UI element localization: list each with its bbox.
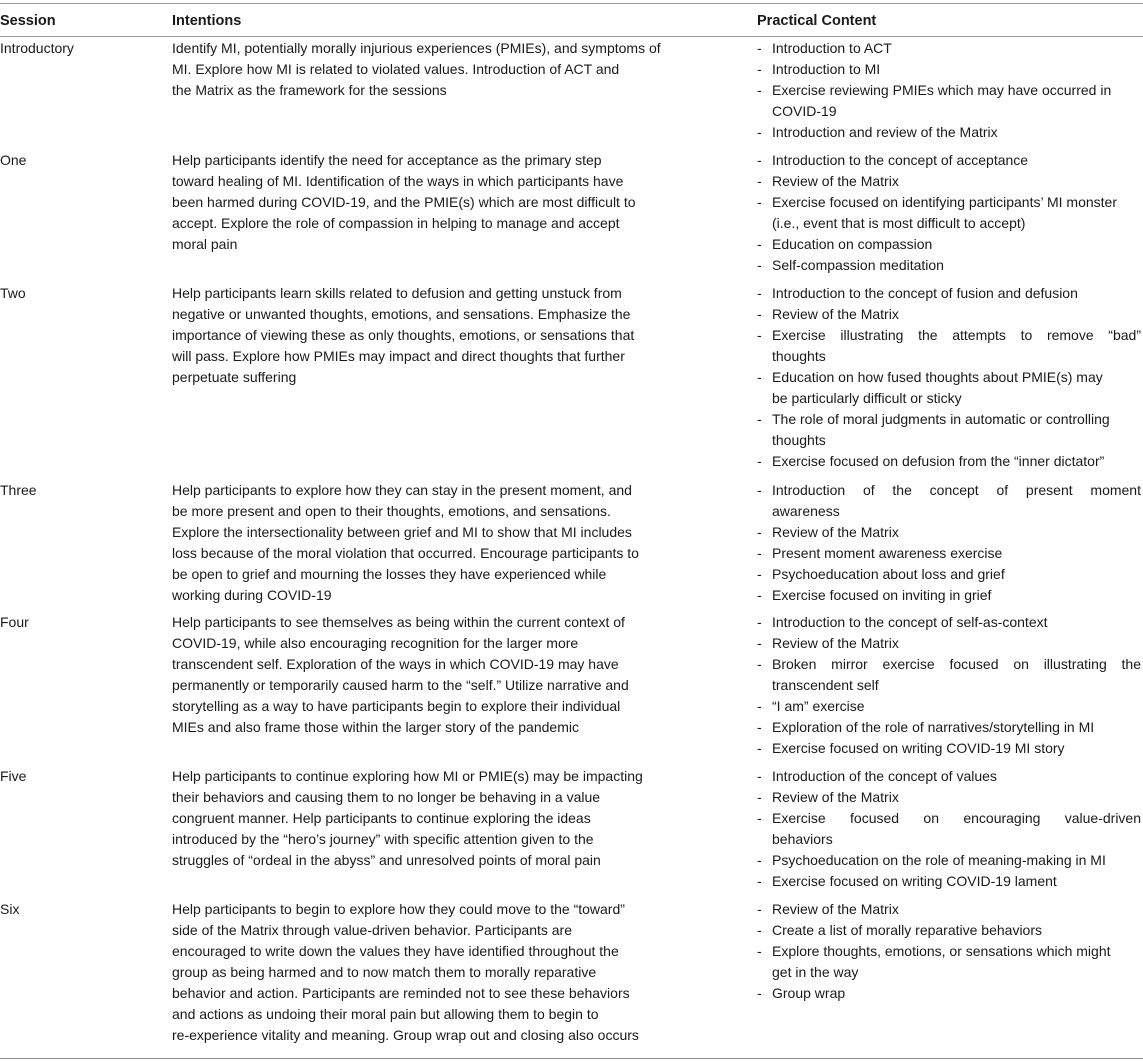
list-item [757, 38, 1141, 59]
list-item [757, 192, 1141, 234]
intentions-line: accept. Explore the role of compassion in helping to manage and accept [172, 215, 620, 231]
list-dash: - [757, 873, 762, 889]
intentions-line: re-experience vitality and meaning. Group wrap out and closing also occurs [172, 1027, 639, 1043]
intentions-line: Identify MI, potentially morally injurious experiences (PMIEs), and symptoms of [172, 40, 661, 56]
header-session: Session [0, 13, 56, 29]
intentions-line: will pass. Explore how PMIEs may impact and direct thoughts that further [172, 348, 625, 364]
list-item-text: Education on how fused thoughts about PMIE(s) may [772, 369, 1103, 385]
session-intentions [172, 38, 712, 101]
list-item-text: Exercise focused on writing COVID-19 MI story [772, 740, 1065, 756]
intentions-line: MIEs and also frame those within the larger story of the pandemic [172, 719, 579, 735]
list-item-text: Introduction to MI [772, 61, 881, 77]
header-practical-content: Practical Content [757, 13, 877, 29]
session-intentions [172, 766, 712, 871]
list-item [757, 696, 1141, 717]
list-dash: - [757, 566, 762, 582]
list-dash: - [757, 369, 762, 385]
list-dash: - [757, 635, 762, 651]
list-item-text: Psychoeducation about loss and grief [772, 566, 1005, 582]
list-dash: - [757, 789, 762, 805]
list-item-text: Exercise focused on identifying participants’ MI monster [772, 194, 1117, 210]
list-item-text: Exercise focused on writing COVID-19 lament [772, 873, 1057, 889]
list-item [757, 409, 1141, 451]
list-dash: - [757, 719, 762, 735]
intentions-line: their behaviors and causing them to no longer be behaving in a value [172, 789, 601, 805]
intentions-line: side of the Matrix through value-driven behavior. Participants are [172, 922, 572, 938]
list-item-text: Introduction to ACT [772, 40, 892, 56]
list-item-text: Exercise focused on inviting in grief [772, 587, 992, 603]
list-item [757, 899, 1141, 920]
session-name: Three [0, 482, 37, 498]
list-dash: - [757, 614, 762, 630]
session-intentions [172, 480, 712, 606]
list-item [757, 850, 1141, 871]
intentions-line: group as being harmed and to now match them to morally reparative [172, 964, 597, 980]
list-item-text: Review of the Matrix [772, 306, 899, 322]
intentions-line: been harmed during COVID-19, and the PMIE(s) which are most difficult to [172, 194, 636, 210]
list-dash: - [757, 656, 762, 672]
intentions-line: Help participants to continue exploring how MI or PMIE(s) may be impacting [172, 768, 643, 784]
list-item-text: thoughts [772, 432, 826, 448]
intentions-line: storytelling as a way to have participants begin to explore their individual [172, 698, 621, 714]
list-dash: - [757, 768, 762, 784]
intentions-line: loss because of the moral violation that occurred. Encourage participants to [172, 545, 639, 561]
session-name: Six [0, 901, 20, 917]
list-item [757, 283, 1141, 304]
list-dash: - [757, 922, 762, 938]
intentions-line: the Matrix as the framework for the sessions [172, 82, 447, 98]
list-dash: - [757, 257, 762, 273]
intentions-line: struggles of “ordeal in the abyss” and unresolved points of moral pain [172, 852, 601, 868]
list-item [757, 543, 1141, 564]
list-item-text: Review of the Matrix [772, 901, 899, 917]
list-dash: - [757, 453, 762, 469]
list-item-text: Review of the Matrix [772, 635, 899, 651]
session-name: Four [0, 614, 29, 630]
intentions-line: COVID-19, while also encouraging recognition for the larger more [172, 635, 579, 651]
list-dash: - [757, 173, 762, 189]
list-dash: - [757, 524, 762, 540]
list-dash: - [757, 40, 762, 56]
list-dash: - [757, 61, 762, 77]
list-item [757, 480, 1141, 522]
list-item [757, 522, 1141, 543]
table-header-rule [0, 36, 1143, 37]
intentions-line: Help participants identify the need for acceptance as the primary step [172, 152, 602, 168]
practical-content [757, 899, 1141, 1004]
intentions-line: toward healing of MI. Identification of the ways in which participants have [172, 173, 624, 189]
session-intentions [172, 899, 712, 1046]
list-item-text: Education on compassion [772, 236, 933, 252]
list-item-text: “I am” exercise [772, 698, 865, 714]
session-name: Introductory [0, 40, 74, 56]
list-item-text: Introduction to the concept of self-as-context [772, 614, 1048, 630]
list-item-text: Introduction to the concept of acceptance [772, 152, 1029, 168]
session-name: One [0, 152, 27, 168]
list-item-text: thoughts [772, 348, 826, 364]
list-item-text: Introduction of the concept of values [772, 768, 997, 784]
intentions-line: MI. Explore how MI is related to violated values. Introduction of ACT and [172, 61, 620, 77]
session-name: Two [0, 285, 26, 301]
practical-content [757, 766, 1141, 892]
list-item [757, 766, 1141, 787]
intentions-line: introduced by the “hero’s journey” with specific attention given to the [172, 831, 594, 847]
session-intentions [172, 150, 712, 255]
list-item-text: Exercise illustrating the attempts to remove “bad” [772, 327, 1141, 343]
list-dash: - [757, 82, 762, 98]
session-name: Five [0, 768, 27, 784]
list-item-text: transcendent self [772, 677, 879, 693]
list-item-text: be particularly difficult or sticky [772, 390, 962, 406]
list-item-text: get in the way [772, 964, 859, 980]
intentions-line: transcendent self. Exploration of the ways in which COVID-19 may have [172, 656, 619, 672]
list-item-text: Introduction to the concept of fusion and defusion [772, 285, 1078, 301]
list-dash: - [757, 943, 762, 959]
list-item [757, 920, 1141, 941]
list-item-text: Introduction of the concept of present moment [772, 482, 1141, 498]
list-item-text: behaviors [772, 831, 833, 847]
list-item [757, 654, 1141, 696]
list-item-text: Create a list of morally reparative behaviors [772, 922, 1043, 938]
list-item [757, 871, 1141, 892]
list-item-text: Explore thoughts, emotions, or sensations which might [772, 943, 1111, 959]
list-item-text: Exploration of the role of narratives/storytelling in MI [772, 719, 1095, 735]
list-item-text: Exercise focused on encouraging value-driven [772, 810, 1141, 826]
intentions-line: congruent manner. Help participants to continue exploring the ideas [172, 810, 591, 826]
intentions-line: be open to grief and mourning the losses they have experienced while [172, 566, 607, 582]
header-intentions: Intentions [172, 13, 242, 29]
list-item-text: Group wrap [772, 985, 846, 1001]
list-item [757, 808, 1141, 850]
intentions-line: moral pain [172, 236, 238, 252]
list-item [757, 171, 1141, 192]
list-dash: - [757, 985, 762, 1001]
intentions-line: working during COVID-19 [172, 587, 332, 603]
list-item-text: Psychoeducation on the role of meaning-making in MI [772, 852, 1106, 868]
list-item [757, 941, 1141, 983]
intentions-line: Help participants to explore how they can stay in the present moment, and [172, 482, 632, 498]
list-dash: - [757, 124, 762, 140]
list-item [757, 564, 1141, 585]
list-dash: - [757, 411, 762, 427]
list-dash: - [757, 285, 762, 301]
list-item-text: COVID-19 [772, 103, 837, 119]
intentions-line: Help participants to see themselves as being within the current context of [172, 614, 625, 630]
list-dash: - [757, 698, 762, 714]
list-item-text: Review of the Matrix [772, 173, 899, 189]
intentions-line: Help participants to begin to explore how they could move to the “toward” [172, 901, 625, 917]
list-item [757, 255, 1141, 276]
list-item [757, 80, 1141, 122]
list-item-text: Review of the Matrix [772, 789, 899, 805]
intentions-line: behavior and action. Participants are reminded not to see these behaviors [172, 985, 630, 1001]
intentions-line: and actions as undoing their moral pain but allowing them to begin to [172, 1006, 599, 1022]
list-item [757, 325, 1141, 367]
list-dash: - [757, 740, 762, 756]
list-item-text: Review of the Matrix [772, 524, 899, 540]
list-item-text: Introduction and review of the Matrix [772, 124, 998, 140]
list-dash: - [757, 587, 762, 603]
list-item-text: The role of moral judgments in automatic or controlling [772, 411, 1110, 427]
practical-content [757, 480, 1141, 606]
list-item [757, 367, 1141, 409]
list-item [757, 787, 1141, 808]
intentions-line: permanently or temporarily caused harm to the “self.” Utilize narrative and [172, 677, 629, 693]
practical-content [757, 38, 1141, 143]
intentions-line: negative or unwanted thoughts, emotions, and sensations. Emphasize the [172, 306, 631, 322]
list-item-text: Present moment awareness exercise [772, 545, 1003, 561]
list-item [757, 150, 1141, 171]
session-intentions [172, 612, 712, 738]
intentions-line: be more present and open to their thoughts, emotions, and sensations. [172, 503, 611, 519]
practical-content [757, 150, 1141, 276]
list-item [757, 234, 1141, 255]
list-dash: - [757, 482, 762, 498]
intentions-line: encouraged to write down the values they have identified throughout the [172, 943, 619, 959]
list-dash: - [757, 852, 762, 868]
list-item [757, 585, 1141, 606]
list-dash: - [757, 152, 762, 168]
list-dash: - [757, 901, 762, 917]
list-item-text: Self-compassion meditation [772, 257, 944, 273]
list-dash: - [757, 306, 762, 322]
list-item-text: Broken mirror exercise focused on illustrating the [772, 656, 1141, 672]
table-top-rule [0, 3, 1143, 4]
list-item-text: awareness [772, 503, 840, 519]
list-item-text: (i.e., event that is most difficult to accept) [772, 215, 1026, 231]
list-dash: - [757, 194, 762, 210]
list-item [757, 717, 1141, 738]
session-intentions [172, 283, 712, 388]
list-item [757, 738, 1141, 759]
list-item [757, 612, 1141, 633]
list-dash: - [757, 545, 762, 561]
list-item [757, 451, 1141, 472]
intentions-line: Explore the intersectionality between grief and MI to show that MI includes [172, 524, 632, 540]
table-bottom-rule [0, 1058, 1143, 1059]
intentions-line: perpetuate suffering [172, 369, 297, 385]
intentions-line: importance of viewing these as only thoughts, emotions, or sensations that [172, 327, 635, 343]
practical-content [757, 283, 1141, 472]
list-dash: - [757, 327, 762, 343]
list-item [757, 59, 1141, 80]
intentions-line: Help participants learn skills related to defusion and getting unstuck from [172, 285, 622, 301]
list-item [757, 122, 1141, 143]
list-item [757, 633, 1141, 654]
list-item-text: Exercise reviewing PMIEs which may have occurred in [772, 82, 1112, 98]
list-dash: - [757, 810, 762, 826]
list-item [757, 983, 1141, 1004]
practical-content [757, 612, 1141, 759]
list-item-text: Exercise focused on defusion from the “inner dictator” [772, 453, 1105, 469]
list-dash: - [757, 236, 762, 252]
list-item [757, 304, 1141, 325]
